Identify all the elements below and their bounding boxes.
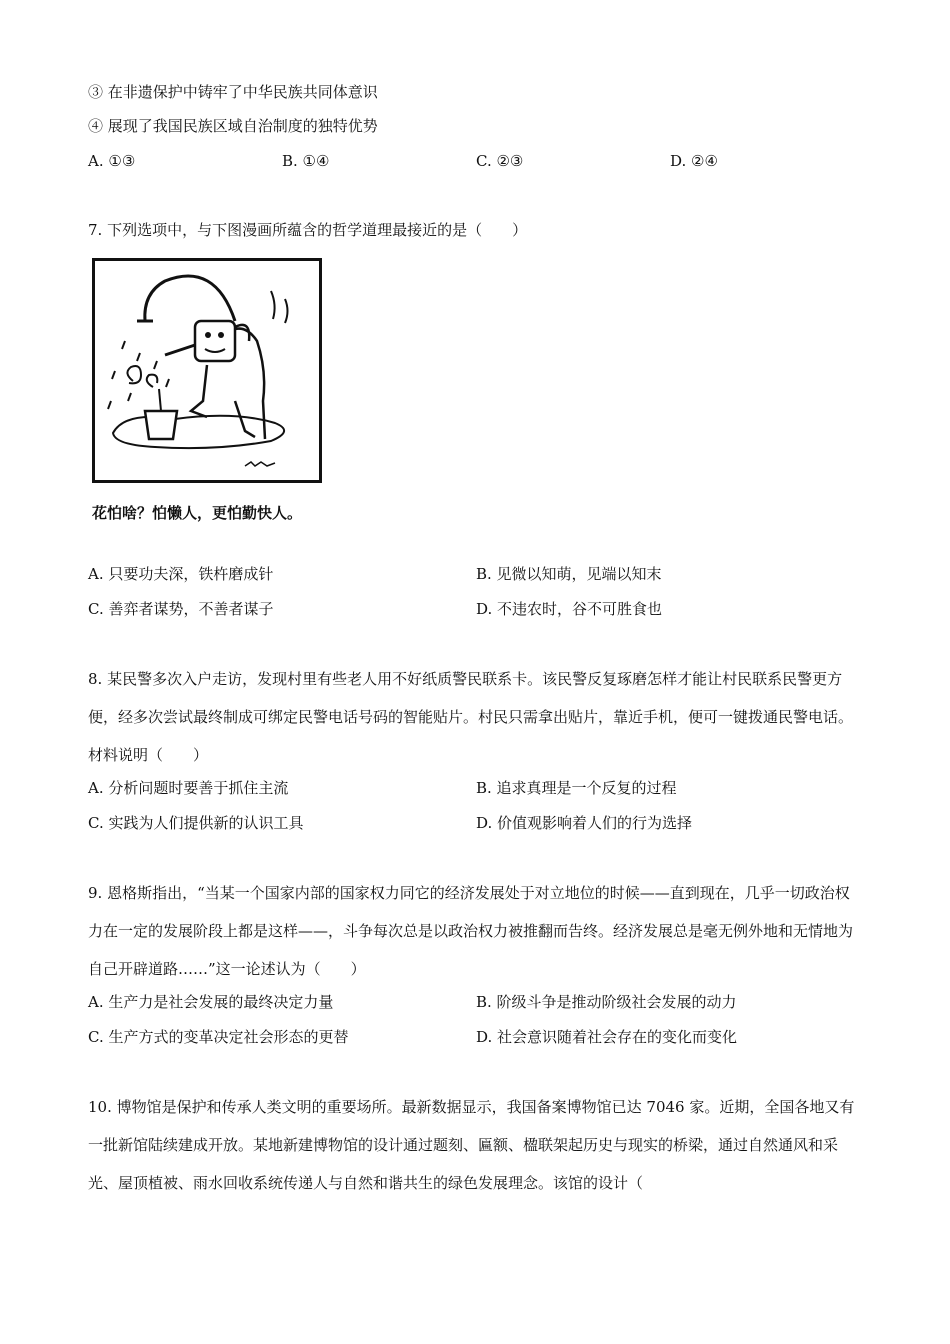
q6-option-c: C. ②③ bbox=[476, 152, 524, 170]
q7-option-a: A. 只要功夫深，铁杵磨成针 bbox=[88, 565, 274, 583]
q6-option-d: D. ②④ bbox=[670, 152, 718, 170]
q6-item-3: ③ 在非遗保护中铸牢了中华民族共同体意识 bbox=[88, 83, 378, 101]
q8-stem: 8. 某民警多次入户走访，发现村里有些老人用不好纸质警民联系卡。该民警反复琢磨怎样才能让村民联系民警更方便，经多次尝试最终制成可绑定民警电话号码的智能贴片。村民只需拿出贴片，靠近手机，便可一键拨通民警电话。材料说明（ ） bbox=[88, 670, 854, 764]
q8-option-c: C. 实践为人们提供新的认识工具 bbox=[88, 814, 304, 832]
q9-option-d: D. 社会意识随着社会存在的变化而变化 bbox=[476, 1028, 738, 1046]
q9-stem: 9. 恩格斯指出，“当某一个国家内部的国家权力同它的经济发展处于对立地位的时候——直到现在，几乎一切政治权力在一定的发展阶段上都是这样——，斗争每次总是以政治权力被推翻而告终。经济发展总是毫无例外地和无情地为自己开辟道路……”这一论述认为（ ） bbox=[88, 884, 854, 978]
cartoon-caption: 花怕啥？怕懒人，更怕勤快人。 bbox=[92, 504, 303, 522]
q8-option-b: B. 追求真理是一个反复的过程 bbox=[476, 779, 677, 797]
cartoon-drawing bbox=[95, 261, 319, 480]
q8-option-d: D. 价值观影响着人们的行为选择 bbox=[476, 814, 693, 832]
q7-option-d: D. 不违农时，谷不可胜食也 bbox=[476, 600, 663, 618]
q7-option-c: C. 善弈者谋势，不善者谋子 bbox=[88, 600, 274, 618]
q9-option-c: C. 生产方式的变革决定社会形态的更替 bbox=[88, 1028, 349, 1046]
q9-option-b: B. 阶级斗争是推动阶级社会发展的动力 bbox=[476, 993, 737, 1011]
q7-stem: 7. 下列选项中，与下图漫画所蕴含的哲学道理最接近的是（ ） bbox=[88, 221, 528, 239]
q8-option-a: A. 分析问题时要善于抓住主流 bbox=[88, 779, 289, 797]
q10-stem: 10. 博物馆是保护和传承人类文明的重要场所。最新数据显示，我国备案博物馆已达 7046 家。近期，全国各地又有一批新馆陆续建成开放。某地新建博物馆的设计通过题刻、匾额、楹联架起历史与现实的桥梁，通过自然通风和采光、屋顶植被、雨水回收系统传递人与自然和谐共生的绿色发展理念。该馆的设计（ bbox=[88, 1098, 855, 1192]
q9-option-a: A. 生产力是社会发展的最终决定力量 bbox=[88, 993, 334, 1011]
q6-option-b: B. ①④ bbox=[282, 152, 330, 170]
q6-item-4: ④ 展现了我国民族区域自治制度的独特优势 bbox=[88, 117, 378, 135]
cartoon-image bbox=[92, 258, 322, 483]
q7-option-b: B. 见微以知萌，见端以知末 bbox=[476, 565, 662, 583]
q6-option-a: A. ①③ bbox=[88, 152, 136, 170]
